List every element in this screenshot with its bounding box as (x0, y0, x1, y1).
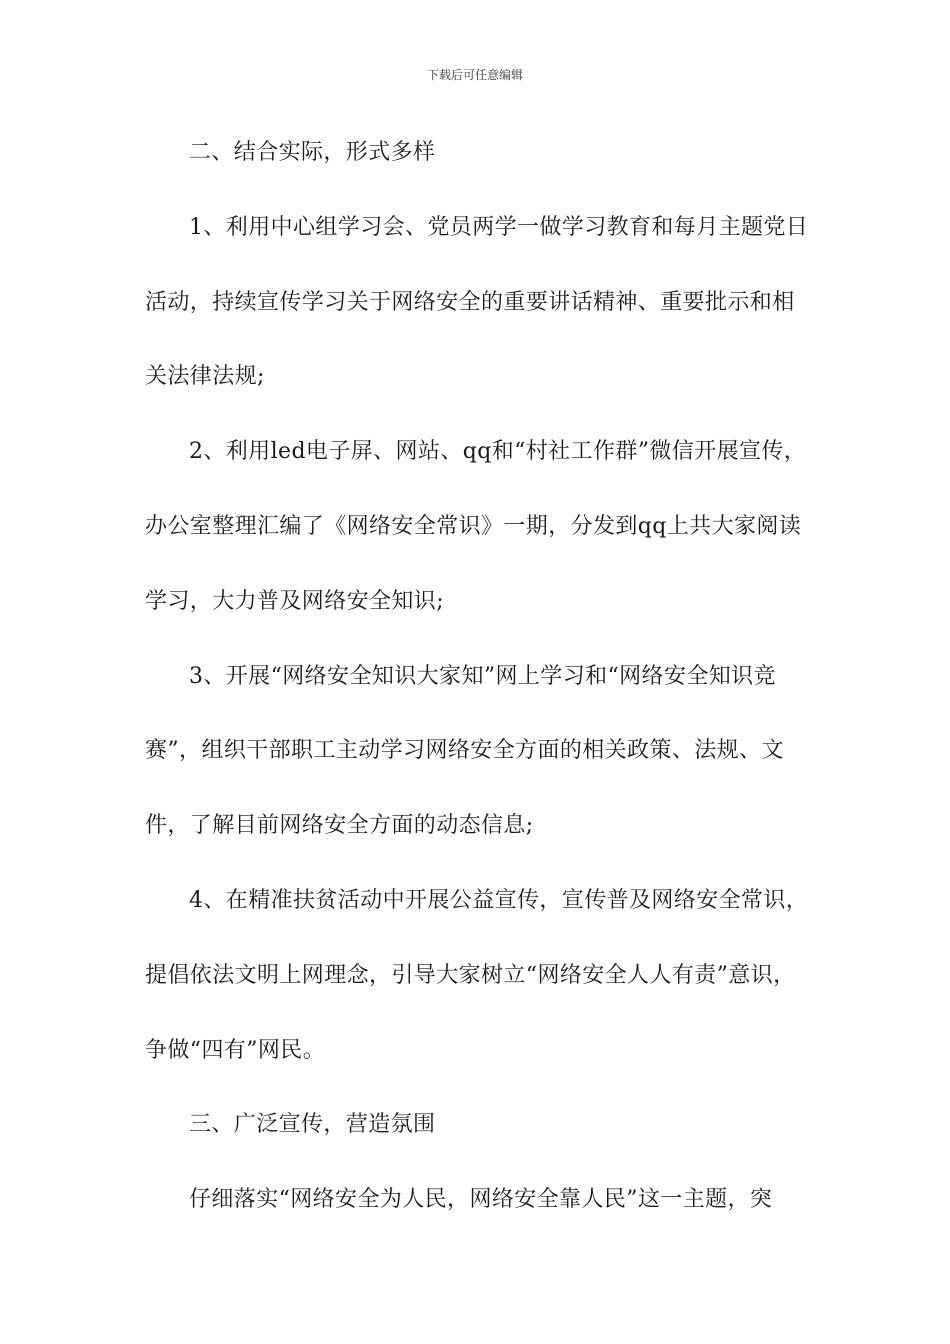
paragraph-line: 3、开展“网络安全知识大家知”网上学习和“网络安全知识竞 (189, 663, 776, 689)
paragraph-line: 学习，大力普及网络安全知识; (145, 588, 445, 614)
paragraph-line: 2、利用led电子屏、网站、qq和“村社工作群”微信开展宣传， (189, 439, 807, 465)
paragraph-line: 仔细落实“网络安全为人民，网络安全靠人民”这一主题，突 (189, 1187, 773, 1213)
document-body (145, 133, 825, 1255)
paragraph-line: 赛”，组织干部职工主动学习网络安全方面的相关政策、法规、文 (145, 738, 784, 764)
paragraph-line: 1、利用中心组学习会、党员两学一做学习教育和每月主题党日 (189, 214, 809, 240)
paragraph-line: 争做“四有”网民。 (145, 1037, 326, 1063)
paragraph-line: 件，了解目前网络安全方面的动态信息; (145, 813, 534, 839)
section-heading-3: 三、广泛宣传，营造氛围 (189, 1112, 436, 1138)
header-note: 下载后可任意编辑 (426, 68, 523, 82)
paragraph-line: 活动，持续宣传学习关于网络安全的重要讲话精神、重要批示和相 (145, 289, 795, 315)
paragraph-line: 关法律法规; (145, 364, 265, 390)
paragraph-line: 提倡依法文明上网理念，引导大家树立“网络安全人人有责”意识， (145, 962, 796, 988)
section-heading-2: 二、结合实际，形式多样 (189, 140, 436, 165)
paragraph-line: 办公室整理汇编了《网络安全常识》一期，分发到qq上共大家阅读 (145, 513, 802, 539)
paragraph-line: 4、在精准扶贫活动中开展公益宣传，宣传普及网络安全常识， (189, 887, 809, 913)
